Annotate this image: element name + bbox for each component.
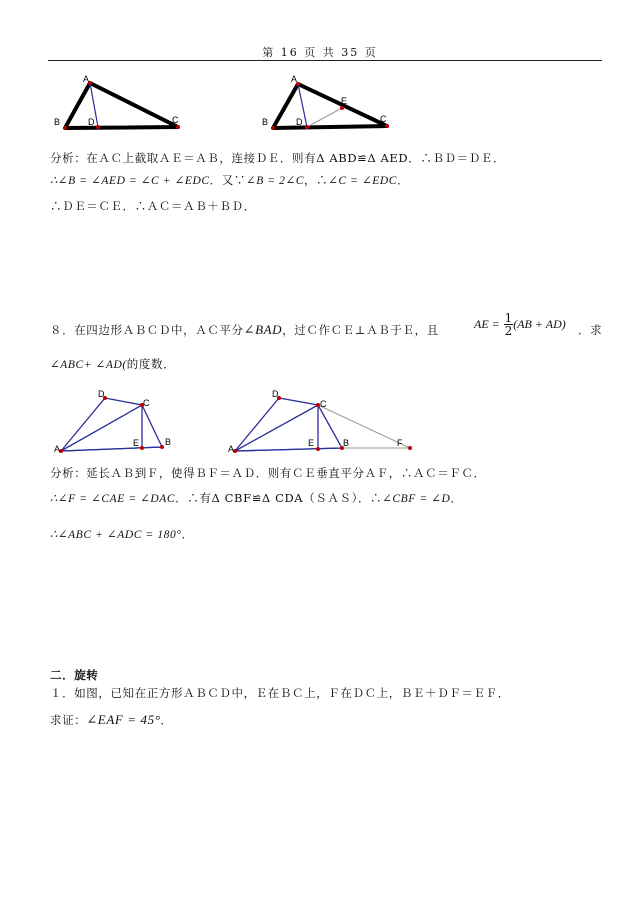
- label-A: A: [291, 74, 298, 84]
- text: ．: [397, 173, 410, 187]
- label-B: B: [54, 117, 61, 127]
- text: ．∴有Δ CBF≌Δ CDA（ＳＡＳ）．∴: [175, 491, 383, 505]
- analysis-1-line-2: [50, 172, 409, 188]
- label-E: E: [133, 438, 140, 448]
- math-expr: ∴∠ABC + ∠ADC = 180°: [50, 529, 182, 541]
- label-B: B: [262, 117, 269, 127]
- text: ．: [181, 527, 194, 541]
- problem-8-line-2: [50, 356, 175, 372]
- proof-statement: [50, 712, 173, 728]
- header-rule: [48, 60, 602, 61]
- figure-2-left-quadrilateral: [54, 389, 171, 454]
- text: 的度数．: [126, 357, 176, 371]
- analysis-1-line-1: 分析：在ＡＣ上截取ＡＥ＝ＡＢ，连接ＤＥ．则有Δ ABD≌Δ AED．∴ＢＤ＝ＤＥ．: [50, 151, 506, 165]
- label-A: A: [228, 444, 235, 454]
- label-C: C: [172, 115, 179, 125]
- problem-8-line-1: [50, 322, 439, 338]
- math-expr: ∠C = ∠EDC: [328, 175, 398, 187]
- math-expr: ∠CBF = ∠D: [382, 493, 451, 505]
- label-B: B: [165, 437, 172, 447]
- math-expr: AE =: [474, 317, 500, 331]
- text: ．: [450, 491, 463, 505]
- label-D: D: [98, 389, 105, 399]
- text: ，过Ｃ作ＣＥ⊥ＡＢ于Ｅ，且: [282, 323, 439, 337]
- label-D: D: [88, 117, 95, 127]
- label-C: C: [143, 398, 150, 408]
- text: ，∴: [303, 173, 329, 187]
- text: ．又∵: [209, 173, 246, 187]
- text: ８．在四边形ＡＢＣＤ中，ＡＣ平分: [50, 323, 244, 337]
- analysis-1-line-3: ∴ＤＥ＝ＣＥ．∴ＡＣ＝ＡＢ＋ＢＤ．: [50, 199, 256, 213]
- analysis-2-line-2: [50, 490, 463, 506]
- label-A: A: [83, 74, 90, 84]
- math-expr: ∴∠B = ∠AED = ∠C + ∠EDC: [50, 175, 210, 187]
- label-B: B: [343, 438, 350, 448]
- label-C: C: [380, 114, 387, 124]
- label-D: D: [296, 117, 303, 127]
- label-E: E: [341, 96, 348, 106]
- page-header: 第 16 页 共 35 页: [262, 46, 378, 59]
- label-F: F: [397, 438, 403, 448]
- figure-1: [50, 70, 400, 140]
- label-A: A: [54, 444, 61, 454]
- label-E: E: [308, 438, 315, 448]
- figure-2-right-quadrilateral: [228, 389, 412, 454]
- figure-1-left-triangle: [54, 74, 180, 130]
- text: ．: [160, 713, 173, 727]
- label-D: D: [272, 389, 279, 399]
- math-expr: ∠B = 2∠C: [245, 175, 304, 187]
- figure-1-right-triangle: [262, 74, 389, 130]
- problem-8-line-1-end: ．求: [578, 323, 603, 337]
- label-C: C: [320, 399, 327, 409]
- ae-formula: [474, 312, 566, 337]
- text: 求证：: [50, 713, 87, 727]
- figure-2: [50, 385, 430, 460]
- math-expr: ∴∠F = ∠CAE = ∠DAC: [50, 493, 176, 505]
- analysis-2-line-1: 分析：延长ＡＢ到Ｆ，使得ＢＦ＝ＡＤ．则有ＣＥ垂直平分ＡＦ，∴ＡＣ＝ＦＣ．: [50, 466, 486, 480]
- section-heading: 二．旋转: [50, 668, 99, 682]
- section-2-problem-1: １．如图，已知在正方形ＡＢＣＤ中，Ｅ在ＢＣ上，Ｆ在ＤＣ上，ＢＥ＋ＤＦ＝ＥＦ．: [50, 686, 510, 700]
- math-expr: ∠ABC+ ∠AD(: [50, 359, 127, 371]
- fraction: $\frac{1}{2}$: [504, 311, 513, 338]
- analysis-2-line-3: [50, 526, 194, 542]
- math-expr: ∠EAF = 45°: [86, 712, 161, 727]
- math-expr: ∠BAD: [243, 322, 283, 337]
- math-expr: (AB + AD): [513, 317, 566, 331]
